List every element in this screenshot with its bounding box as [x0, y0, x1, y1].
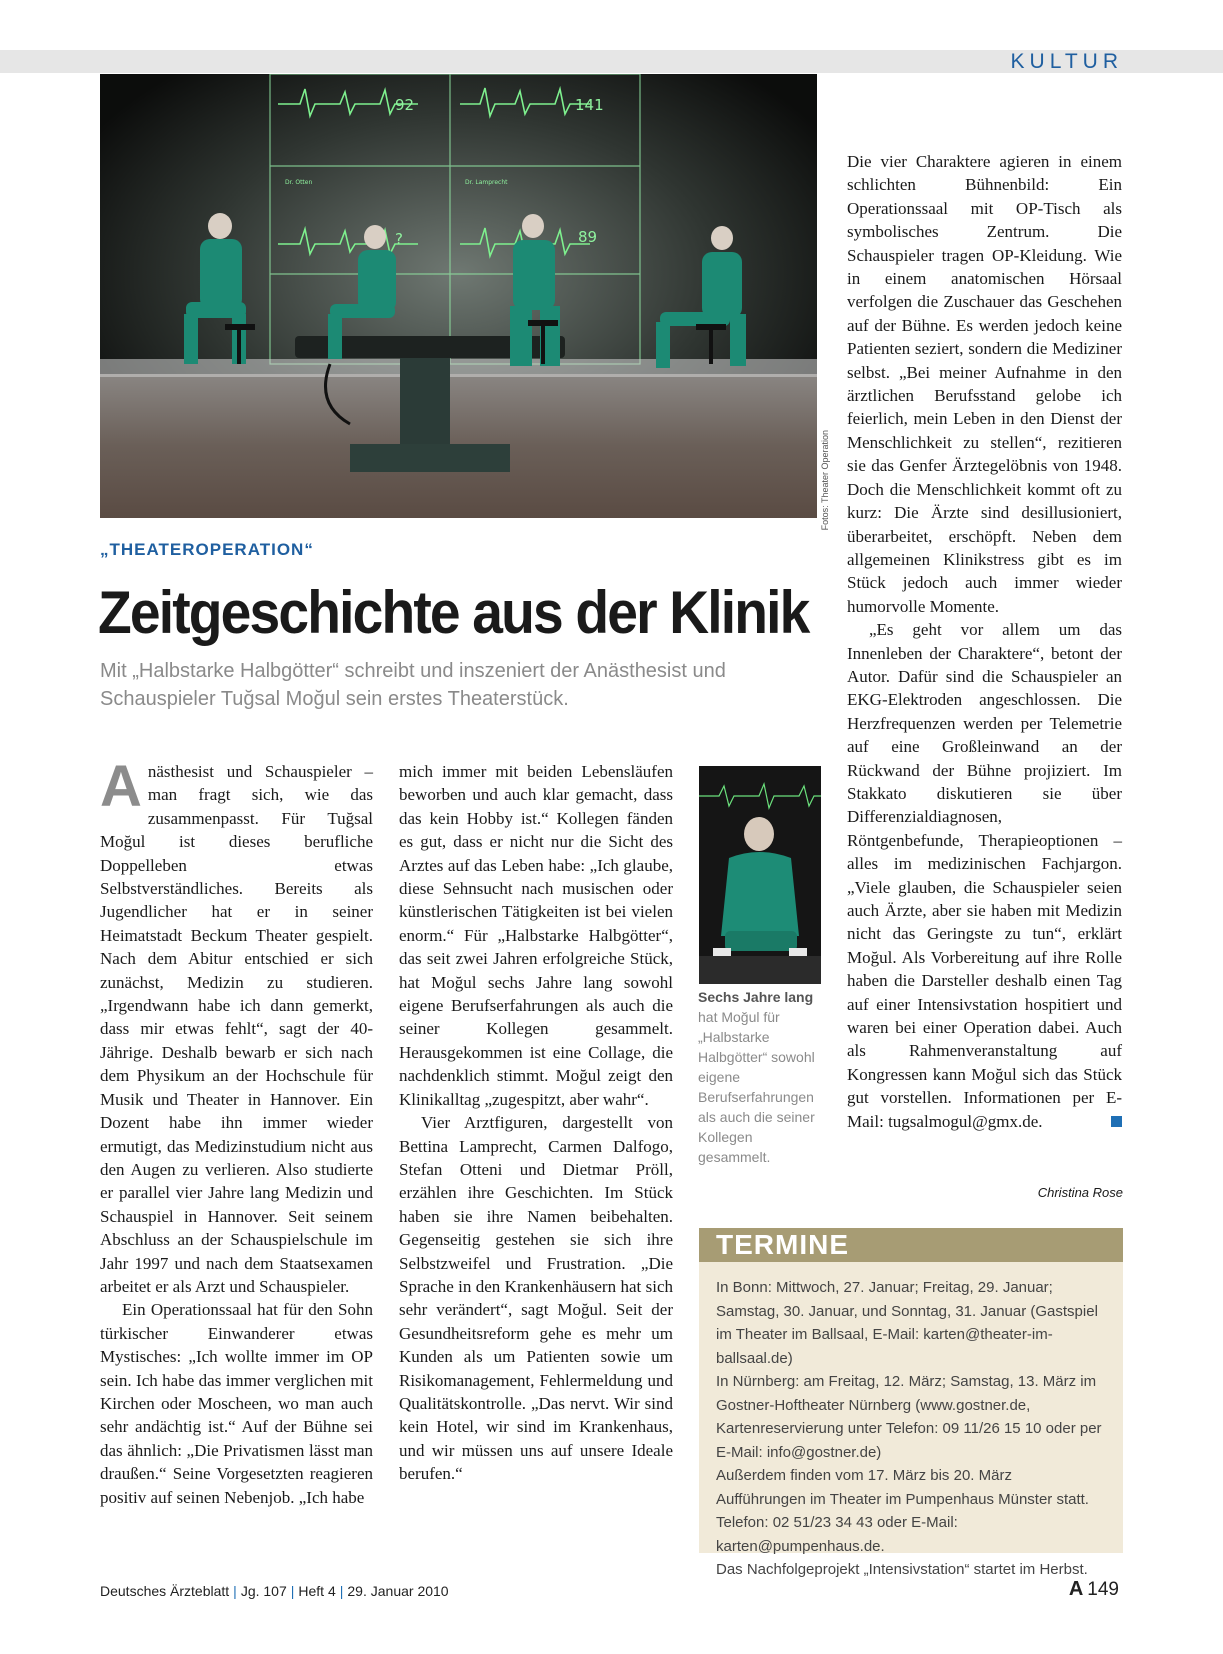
page-prefix: A — [1068, 1578, 1084, 1600]
portrait-photo — [699, 766, 821, 984]
footer-separator: | — [233, 1583, 237, 1599]
paragraph — [100, 754, 373, 1298]
stage-photo — [100, 74, 817, 518]
stage-photo-illustration — [100, 74, 817, 518]
caption-text: hat Moğul für „Halbstarke Halbgötter“ sowohl eigene Berufserfahrungen als auch die seiner Kollegen gesammelt. — [698, 1009, 815, 1165]
paragraph-text: nästhesist und Schauspieler – man fragt sich, wie das zusammenpasst. Für Tuğsal Moğul ist dieses berufliche Doppelleben etwas Selbstverständliches. Bereits als Jugendlicher hat er in seiner Heimatstadt Beckum Theater gespielt. Nach dem Abitur entschied er sich zunächst, Medizin zu studieren. „Irgendwann habe ich dann gemerkt, dass mir etwas fehlt“, sagt der 40-Jährige. Deshalb bewarb er sich nach dem Physikum an der Hochschule für Musik und Theater in Hannover. Ein Dozent habe ihn immer wieder ermutigt, das Medizinstudium nicht aus den Augen zu verlieren. Also studierte er parallel vier Jahre lang Medizin und Schauspiel in Hannover. Seit seinem Abschluss an der Schauspielschule im Jahr 1997 und nach dem Staatsexamen arbeitet er als Arzt und Schauspieler. — [100, 762, 373, 1296]
page-number — [1069, 1578, 1119, 1601]
photo-caption — [698, 987, 823, 1167]
monitor-value-2: 141 — [575, 96, 604, 114]
monitor-value-3: ? — [395, 230, 403, 248]
paragraph-text: „Es geht vor allem um das Innenleben der Charaktere“, betont der Autor. Dafür sind die Schauspieler an EKG-Elektroden angeschlossen. Die Herzfrequenzen werden per Telemetrie auf eine Großleinwand an der Rückwand der Bühne projiziert. Im Stakkato diskutieren sie über Differenzialdiagnosen, Röntgenbefunde, Therapieoptionen – alles im medizinischen Fachjargon. „Viele glauben, die Schauspieler seien auch Ärzte, aber sie haben mit Medizin nicht das Geringste zu tun“, erklärt Moğul. Als Vorbereitung auf ihre Rolle haben die Darsteller deshalb einen Tag auf einer Intensivstation hospitiert und waren bei einer Operation dabei. Auch als Rahmenveranstaltung auf Kongressen kann Moğul sich das Stück gut vorstellen. Informationen per E-Mail: tugsalmogul@gmx.de. — [847, 620, 1122, 1131]
journal-volume: Jg. 107 — [240, 1583, 287, 1599]
monitor-name-2: Dr. Lamprecht — [465, 179, 508, 186]
footer-separator: | — [290, 1583, 295, 1599]
termine-item: Außerdem finden vom 17. März bis 20. März Aufführungen im Theater im Pumpenhaus Münster statt. Telefon: 02 51/23 34 43 oder E-Mail: karten@pumpenhaus.de. — [716, 1467, 1089, 1555]
paragraph: Ein Operationssaal hat für den Sohn türkischer Einwanderer etwas Mystisches: „Ich wollte immer im OP sein. Ich habe das immer verglichen mit Kirchen oder Moscheen, wo man auch sehr andächtig ist.“ Auf der Bühne sei das ähnlich: „Die Privatismen lässt man draußen.“ Seine Vorgesetzten reagieren positiv auf seinen Nebenjob. „Ich habe — [100, 1300, 373, 1507]
page-footer — [100, 1583, 449, 1599]
monitor-value-4: 89 — [578, 228, 598, 246]
paragraph: Die vier Charaktere agieren in einem schlichten Bühnenbild: Ein Operationssaal mit OP-Tisch als symbolisches Zentrum. Die Schauspieler tragen OP-Kleidung. Wie in einem anatomischen Hörsaal verfolgen die Zuschauer das Geschehen auf der Bühne. Es werden jedoch keine Patienten seziert, sondern die Mediziner selbst. „Bei meiner Aufnahme in den ärztlichen Berufsstand gelobe ich feierlich, mein Leben in den Dienst der Menschlichkeit zu stellen“, rezitieren sie das Genfer Ärztegelöbnis von 1948. Doch die Menschlichkeit kommt oft zu kurz: Die Ärzte sind desillusioniert, überarbeitet, erschöpft. Neben dem allgemeinen Klinikstress gibt es im Stück jedoch auch immer wieder humorvolle Momente. — [847, 152, 1122, 616]
paragraph — [847, 618, 1122, 1133]
photo-credit: Fotos: Theater Operation — [820, 430, 830, 531]
drop-cap: A — [100, 754, 142, 819]
termine-box — [699, 1228, 1123, 1578]
termine-item: In Bonn: Mittwoch, 27. Januar; Freitag, 29. Januar; Samstag, 30. Januar, und Sonntag, 31. Januar (Gastspiel im Theater im Ballsaal, E-Mail: karten@theater-im-ballsaal.de) — [716, 1279, 1098, 1367]
journal-name: Deutsches Ärzteblatt — [100, 1583, 230, 1599]
article-column-3 — [847, 150, 1122, 1133]
termine-body — [699, 1262, 1123, 1582]
article-column-1 — [100, 754, 373, 1509]
paragraph: Vier Arztfiguren, dargestellt von Bettina Lamprecht, Carmen Dalfogo, Stefan Otteni und Dietmar Pröll, erzählen ihre Geschichten. Im Stück haben sie ihre Namen beibehalten. Gegenseitig gestehen sie sich ihre Selbstzweifel und Frustration. „Die Sprache in den Krankenhäusern hat sich sehr verändert“, sagt Moğul. Seit der Gesundheitsreform gehe es mehr um Kunden als um Patienten sowie um Risikomanagement, Fehlermeldung und Qualitätskontrolle. „Das nervt. Wir sind kein Hotel, wir sind im Krankenhaus, und wir müssen uns auf unsere Ideale berufen.“ — [399, 1113, 673, 1484]
article-kicker: „THEATEROPERATION“ — [100, 540, 314, 559]
section-label: KULTUR — [1010, 50, 1123, 73]
end-mark-icon — [1111, 1116, 1122, 1127]
paragraph: mich immer mit beiden Lebensläufen beworben und auch klar gemacht, dass das kein Hobby ist.“ Kollegen fänden es gut, dass er nicht nur die Sicht des Arztes auf das Leben habe: „Ich glaube, diese Sehnsucht nach musischen oder künstlerischen Tätigkeiten ist bei vielen enorm.“ Für „Halbstarke Halbgötter“, das seit zwei Jahren erfolgreiche Stück, hat Moğul sechs Jahre lang sowohl eigene Berufserfahrungen als auch die seiner Kollegen gesammelt. Herausgekommen ist eine Collage, die nachdenklich stimmt. Moğul zeigt den Klinikalltag „zugespitzt, aber wahr“. — [399, 762, 673, 1109]
article-author: Christina Rose — [1037, 1185, 1123, 1200]
article-column-2 — [399, 760, 673, 1486]
termine-item: Das Nachfolgeprojekt „Intensivstation“ startet im Herbst. — [716, 1561, 1088, 1578]
portrait-illustration — [699, 766, 821, 984]
article-headline: Zeitgeschichte aus der Klinik — [98, 579, 809, 646]
termine-item: In Nürnberg: am Freitag, 12. März; Samstag, 13. März im Gostner-Hoftheater Nürnberg (www.gostner.de, Kartenreservierung unter Telefon: 09 11/26 15 10 oder per E-Mail: info@gostner.de) — [716, 1373, 1102, 1461]
termine-title: TERMINE — [699, 1228, 1123, 1262]
journal-issue: Heft 4 — [298, 1583, 336, 1599]
journal-date: 29. Januar 2010 — [347, 1583, 449, 1599]
monitor-value-1: 92 — [395, 96, 415, 114]
footer-separator: | — [339, 1583, 344, 1599]
monitor-name-1: Dr. Otten — [285, 179, 313, 186]
article-lead: Mit „Halbstarke Halbgötter“ schreibt und inszeniert der Anästhesist und Schauspieler Tuğsal Moğul sein erstes Theaterstück. — [100, 660, 726, 710]
caption-lead: Sechs Jahre lang — [698, 989, 814, 1005]
page-number-value: 149 — [1087, 1579, 1119, 1600]
